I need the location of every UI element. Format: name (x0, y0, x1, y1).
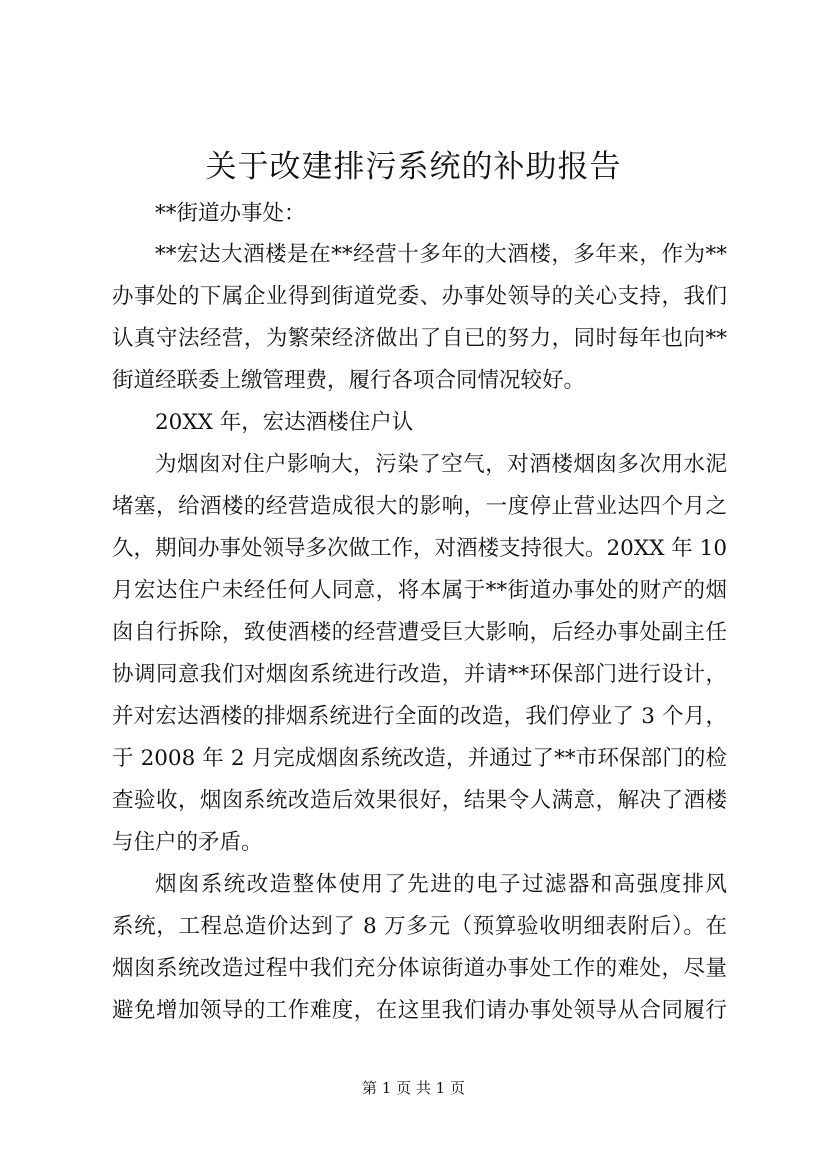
body-line: 系统，工程总造价达到了 8 万多元（预算验收明细表附后）。在 (112, 914, 727, 939)
body-line: 并对宏达酒楼的排烟系统进行全面的改造，我们停业了 3 个月， (112, 704, 727, 729)
body-line: 囱自行拆除，致使酒楼的经营遭受巨大影响，后经办事处副主任 (112, 620, 727, 645)
body-line: 街道经联委上缴管理费，履行各项合同情况较好。 (112, 368, 586, 393)
body-line: 协调同意我们对烟囱系统进行改造，并请**环保部门进行设计， (112, 662, 727, 687)
body-line: 烟囱系统改造过程中我们充分体谅街道办事处工作的难处，尽量 (112, 956, 727, 981)
body-line: 办事处的下属企业得到街道党委、办事处领导的关心支持，我们 (112, 284, 727, 309)
body-line: 月宏达住户未经任何人同意，将本属于**街道办事处的财产的烟 (112, 578, 727, 603)
body-line: **宏达大酒楼是在**经营十多年的大酒楼，多年来，作为** (155, 242, 727, 267)
page-footer: 第 1 页 共 1 页 (362, 1079, 465, 1097)
body-line: 为烟囱对住户影响大，污染了空气，对酒楼烟囱多次用水泥 (155, 452, 727, 477)
body-line: 与住户的矛盾。 (112, 830, 263, 855)
salutation: **街道办事处： (155, 201, 306, 226)
body-line: 避免增加领导的工作难度，在这里我们请办事处领导从合同履行 (112, 998, 727, 1023)
body-line: 烟囱系统改造整体使用了先进的电子过滤器和高强度排风 (155, 872, 727, 897)
body-line: 久，期间办事处领导多次做工作，对酒楼支持很大。20XX 年 10 (112, 536, 727, 561)
body-line: 20XX 年，宏达酒楼住户认 (155, 410, 414, 435)
body-line: 认真守法经营，为繁荣经济做出了自已的努力，同时每年也向** (112, 326, 727, 351)
body-line: 查验收，烟囱系统改造后效果很好，结果令人满意，解决了酒楼 (112, 788, 727, 813)
body-line: 堵塞，给酒楼的经营造成很大的影响，一度停止营业达四个月之 (112, 494, 727, 519)
document-title: 关于改建排污系统的补助报告 (205, 149, 622, 185)
body-line: 于 2008 年 2 月完成烟囱系统改造，并通过了**市环保部门的检 (112, 746, 727, 771)
